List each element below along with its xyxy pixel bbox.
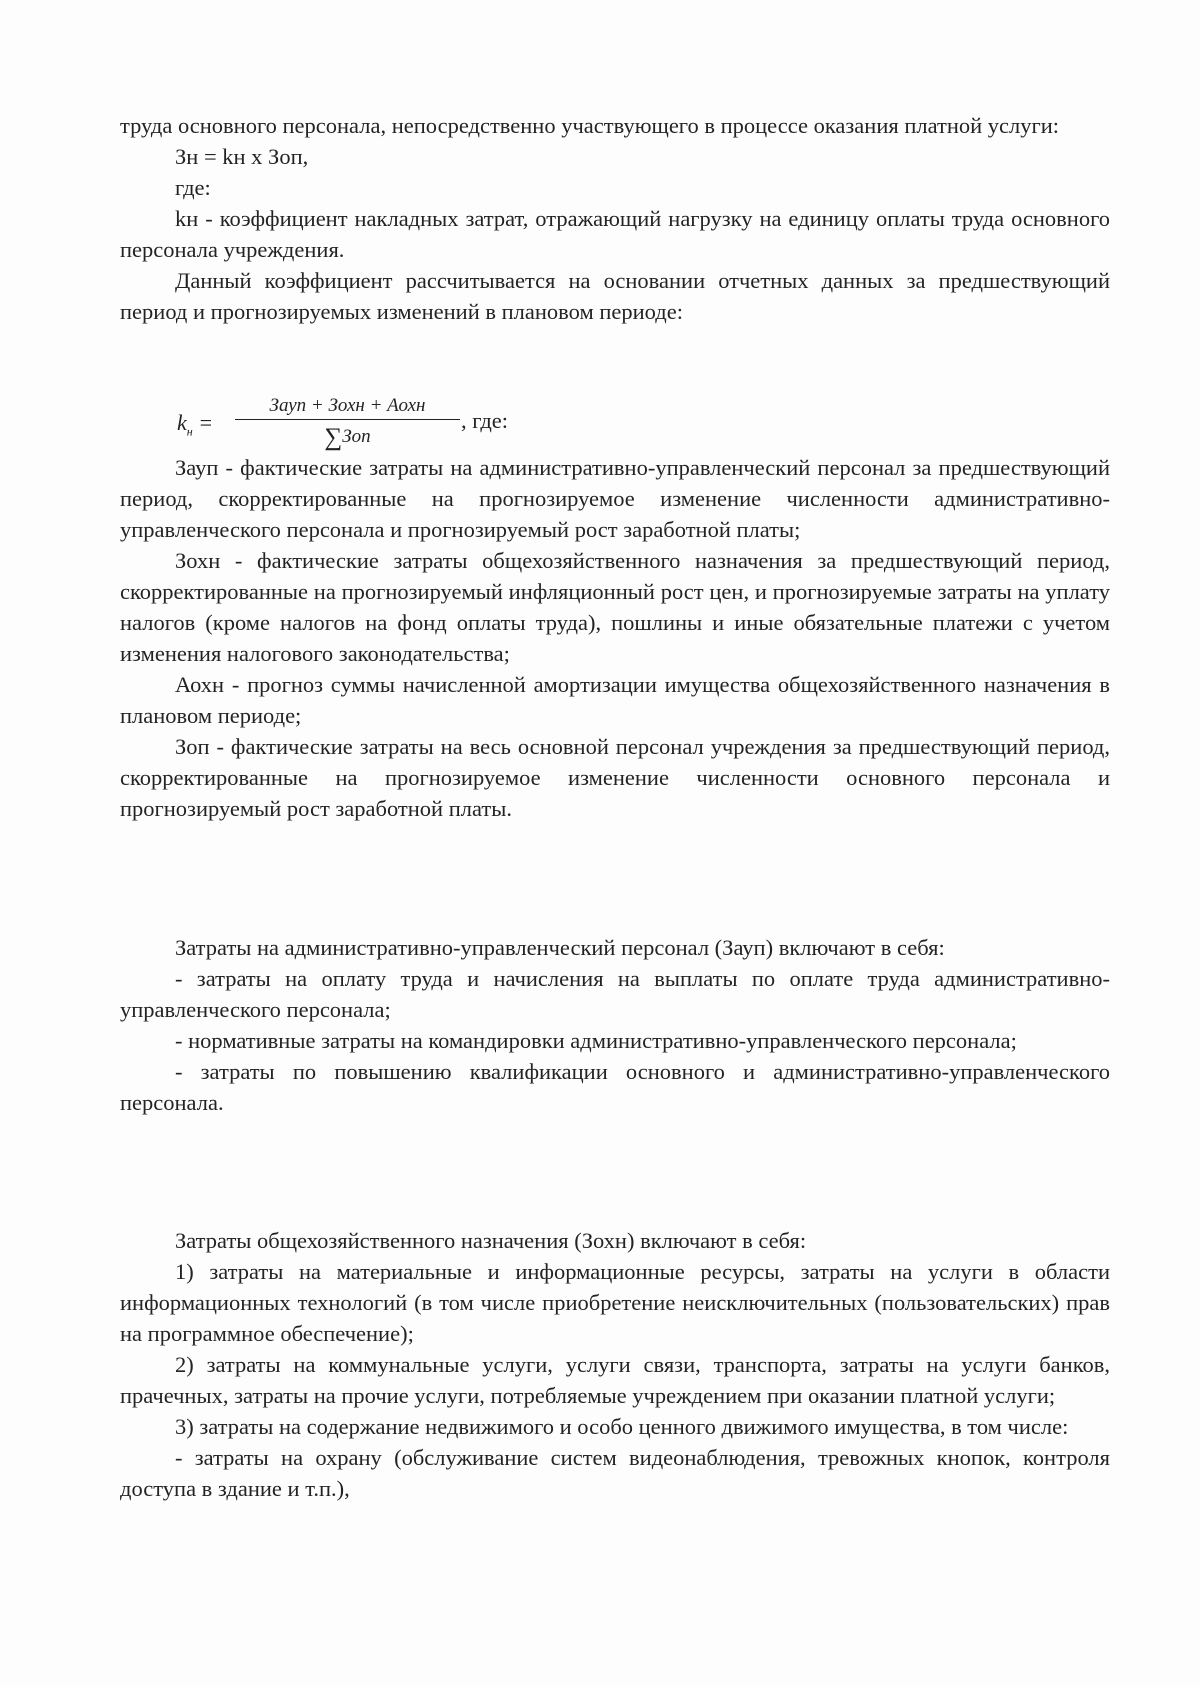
formula-lhs	[177, 407, 213, 447]
zohn-item: 1) затраты на материальные и информационные ресурсы, затраты на услуги в области информационных технологий (в том числе приобретение неисключительных (пользовательских) прав на программное обеспечение);	[120, 1259, 1110, 1346]
zohn-item: - затраты на охрану (обслуживание систем видеонаблюдения, тревожных кнопок, контроля доступа в здание и т.п.),	[120, 1445, 1110, 1501]
definition-zohn: Зохн - фактические затраты общехозяйственного назначения за предшествующий период, скорректированные на прогнозируемый инфляционный рост цен, и прогнозируемые затраты на уплату налогов (кроме налогов на фонд оплаты труда), пошлины и иные обязательные платежи с учетом изменения налогового законодательства;	[120, 548, 1110, 666]
fraction-bar	[235, 419, 460, 420]
zohn-item: 2) затраты на коммунальные услуги, услуги связи, транспорта, затраты на услуги банков, прачечных, затраты на прочие услуги, потребляемые учреждением при оказании платной услуги;	[120, 1352, 1110, 1408]
zohn-heading: Затраты общехозяйственного назначения (Зохн) включают в себя:	[175, 1228, 807, 1253]
intro-block	[120, 110, 1110, 327]
intro-paragraph: труда основного персонала, непосредственно участвующего в процессе оказания платной услуги:	[120, 113, 1060, 138]
definitions-block	[120, 452, 1110, 824]
kn-definition: kн - коэффициент накладных затрат, отражающий нагрузку на единицу оплаты труда основного персонала учреждения.	[120, 206, 1110, 262]
formula-denominator: Зоп	[342, 426, 371, 447]
zaup-section	[120, 932, 1110, 1118]
zaup-item: - затраты по повышению квалификации основного и административно-управленческого персонала.	[120, 1059, 1110, 1115]
formula-fraction	[235, 392, 460, 450]
coefficient-formula	[175, 392, 595, 454]
main-formula: Зн = kн х Зоп,	[175, 144, 309, 169]
definition-zop: Зоп - фактические затраты на весь основной персонал учреждения за предшествующий период, скорректированные на прогнозируемое изменение численности основного персонала и прогнозируемый рост заработной платы.	[120, 734, 1110, 821]
zaup-item: - затраты на оплату труда и начисления на выплаты по оплате труда административно-управленческого персонала;	[120, 966, 1110, 1022]
formula-equals: =	[198, 410, 214, 435]
formula-where: , где:	[461, 408, 509, 433]
definition-zaup: Зауп - фактические затраты на административно-управленческий персонал за предшествующий период, скорректированные на прогнозируемое изменение численности административно-управленческого персонала и прогнозируемый рост заработной платы;	[120, 455, 1110, 542]
coefficient-description: Данный коэффициент рассчитывается на основании отчетных данных за предшествующий период и прогнозируемых изменений в плановом периоде:	[120, 268, 1110, 324]
where-label: где:	[175, 175, 211, 200]
definition-aohn: Аохн - прогноз суммы начисленной амортизации имущества общехозяйственного назначения в плановом периоде;	[120, 672, 1110, 728]
formula-numerator: Зауп + Зохн + Аохн	[269, 395, 426, 416]
zaup-heading: Затраты на административно-управленческий персонал (Зауп) включают в себя:	[175, 935, 945, 960]
zohn-section	[120, 1225, 1110, 1504]
formula-lhs-subscript: н	[186, 424, 193, 439]
sum-sign: ∑	[324, 424, 343, 451]
zaup-item: - нормативные затраты на командировки административно-управленческого персонала;	[175, 1028, 1017, 1053]
formula-lhs-symbol: k	[177, 410, 187, 435]
formula-denominator-wrap	[235, 421, 460, 453]
zohn-item: 3) затраты на содержание недвижимого и особо ценного движимого имущества, в том числе:	[175, 1414, 1069, 1439]
